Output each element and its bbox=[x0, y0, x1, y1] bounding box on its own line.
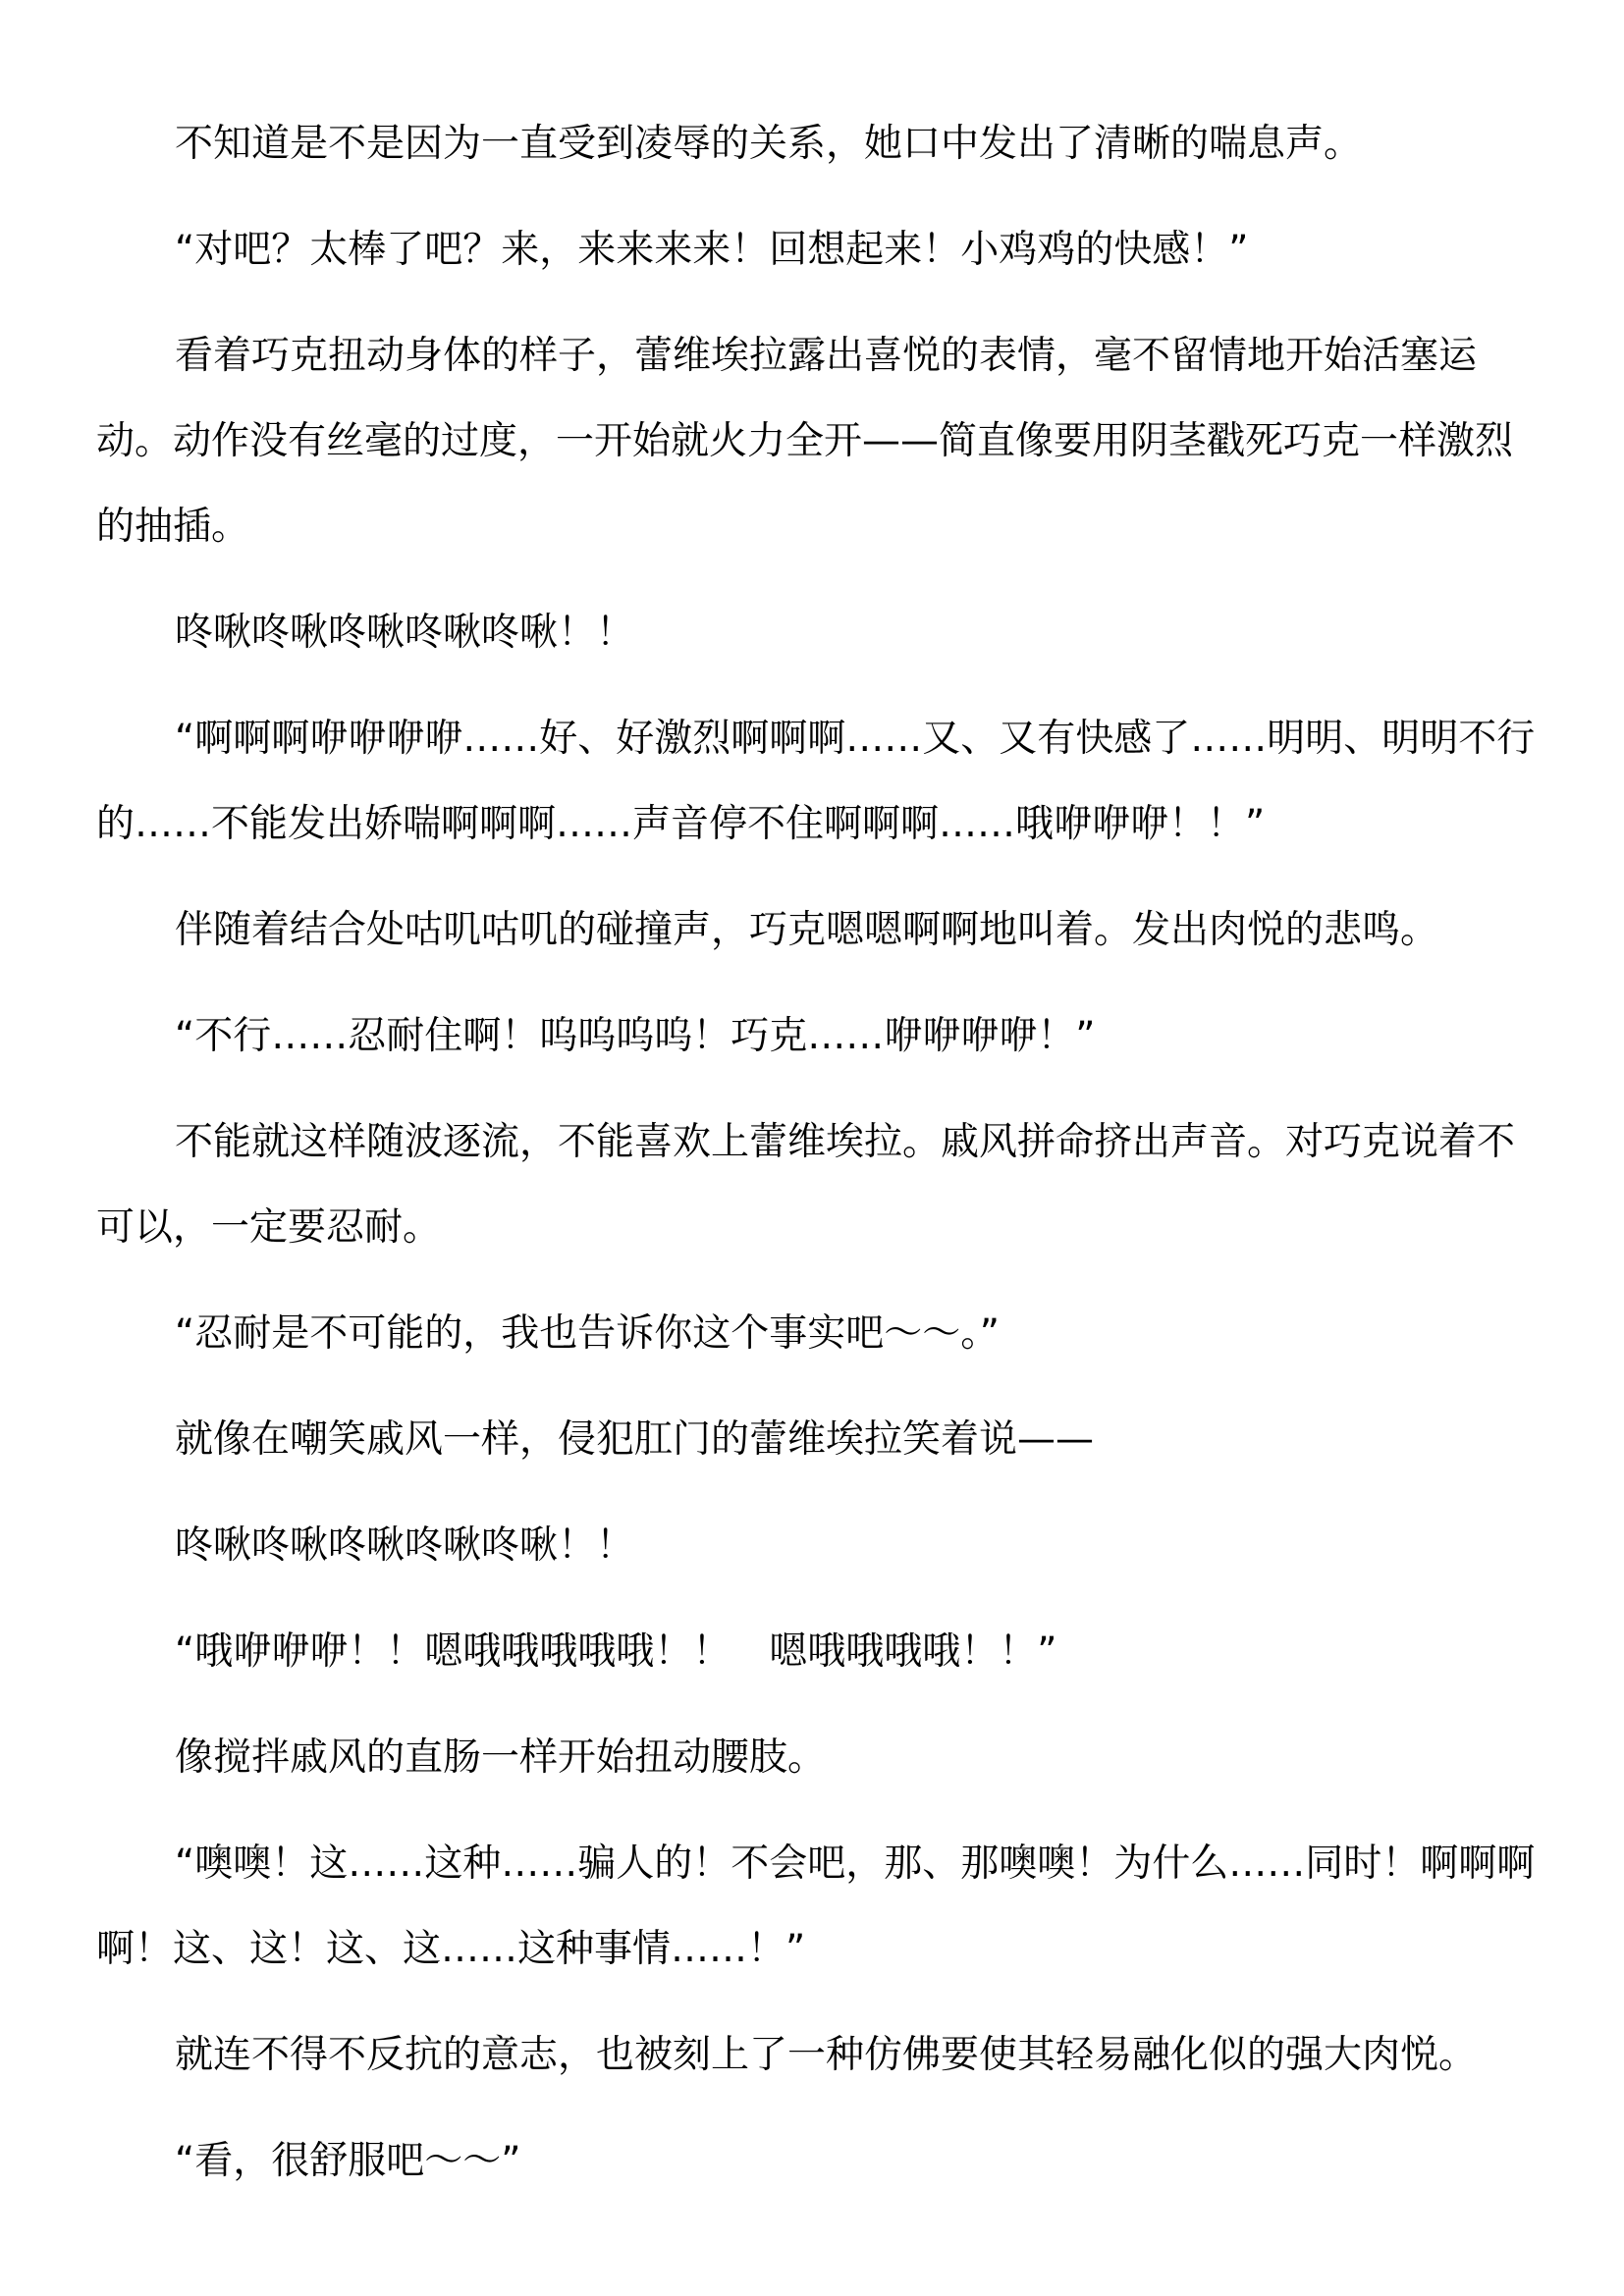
paragraph bbox=[96, 1715, 1528, 1800]
text-line: “不行……忍耐住啊！呜呜呜呜！巧克……咿咿咿咿！” bbox=[175, 1014, 1096, 1058]
paragraph bbox=[96, 1099, 1528, 1270]
paragraph bbox=[96, 1291, 1528, 1376]
paragraph bbox=[96, 1397, 1528, 1482]
paragraph bbox=[96, 313, 1528, 569]
paragraph bbox=[96, 1503, 1528, 1588]
text-line: 动。动作没有丝毫的过度，一开始就火力全开——简直像要用阴茎戳死巧克一样激烈 bbox=[96, 419, 1514, 463]
text-line: 就像在嘲笑戚风一样，侵犯肛门的蕾维埃拉笑着说—— bbox=[175, 1417, 1095, 1462]
text-line: 的抽插。 bbox=[96, 505, 250, 549]
text-line: “啊啊啊咿咿咿咿……好、好激烈啊啊啊……又、又有快感了……明明、明明不行 bbox=[175, 717, 1536, 761]
text-line: 啊！这、这！这、这……这种事情……！” bbox=[96, 1927, 806, 1971]
paragraph bbox=[96, 1821, 1536, 1992]
paragraph bbox=[96, 1609, 1528, 1694]
text-line: “噢噢！这……这种……骗人的！不会吧，那、那噢噢！为什么……同时！啊啊啊 bbox=[175, 1842, 1536, 1886]
text-line: 像搅拌戚风的直肠一样开始扭动腰肢。 bbox=[175, 1735, 827, 1780]
text-line: 不能就这样随波逐流，不能喜欢上蕾维埃拉。戚风拼命挤出声音。对巧克说着不 bbox=[175, 1120, 1516, 1164]
text-line: 咚啾咚啾咚啾咚啾咚啾！！ bbox=[175, 1523, 635, 1568]
text-line: “对吧？太棒了吧？来，来来来来！回想起来！小鸡鸡的快感！” bbox=[175, 228, 1249, 272]
text-line: 咚啾咚啾咚啾咚啾咚啾！！ bbox=[175, 611, 635, 655]
paragraph bbox=[96, 2118, 1528, 2204]
text-line: 就连不得不反抗的意志，也被刻上了一种仿佛要使其轻易融化似的强大肉悦。 bbox=[175, 2033, 1478, 2077]
text-line: 看着巧克扭动身体的样子，蕾维埃拉露出喜悦的表情，毫不留情地开始活塞运 bbox=[175, 334, 1478, 378]
paragraph bbox=[96, 696, 1536, 867]
paragraph bbox=[96, 887, 1528, 973]
text-line: “忍耐是不可能的，我也告诉你这个事实吧～～。” bbox=[175, 1311, 1000, 1356]
paragraph bbox=[96, 2012, 1528, 2098]
paragraph bbox=[96, 590, 1528, 675]
paragraph bbox=[96, 993, 1528, 1079]
paragraph bbox=[96, 207, 1528, 293]
paragraph bbox=[96, 101, 1528, 187]
text-line: 可以，一定要忍耐。 bbox=[96, 1205, 442, 1250]
text-line: 伴随着结合处咕叽咕叽的碰撞声，巧克嗯嗯啊啊地叫着。发出肉悦的悲鸣。 bbox=[175, 908, 1439, 952]
text-line: 的……不能发出娇喘啊啊啊……声音停不住啊啊啊……哦咿咿咿！！” bbox=[96, 802, 1266, 846]
text-line: “哦咿咿咿！！嗯哦哦哦哦哦！！ 嗯哦哦哦哦！！” bbox=[175, 1629, 1057, 1674]
text-line: 不知道是不是因为一直受到凌辱的关系，她口中发出了清晰的喘息声。 bbox=[175, 122, 1363, 166]
text-line: “看，很舒服吧～～” bbox=[175, 2139, 521, 2183]
